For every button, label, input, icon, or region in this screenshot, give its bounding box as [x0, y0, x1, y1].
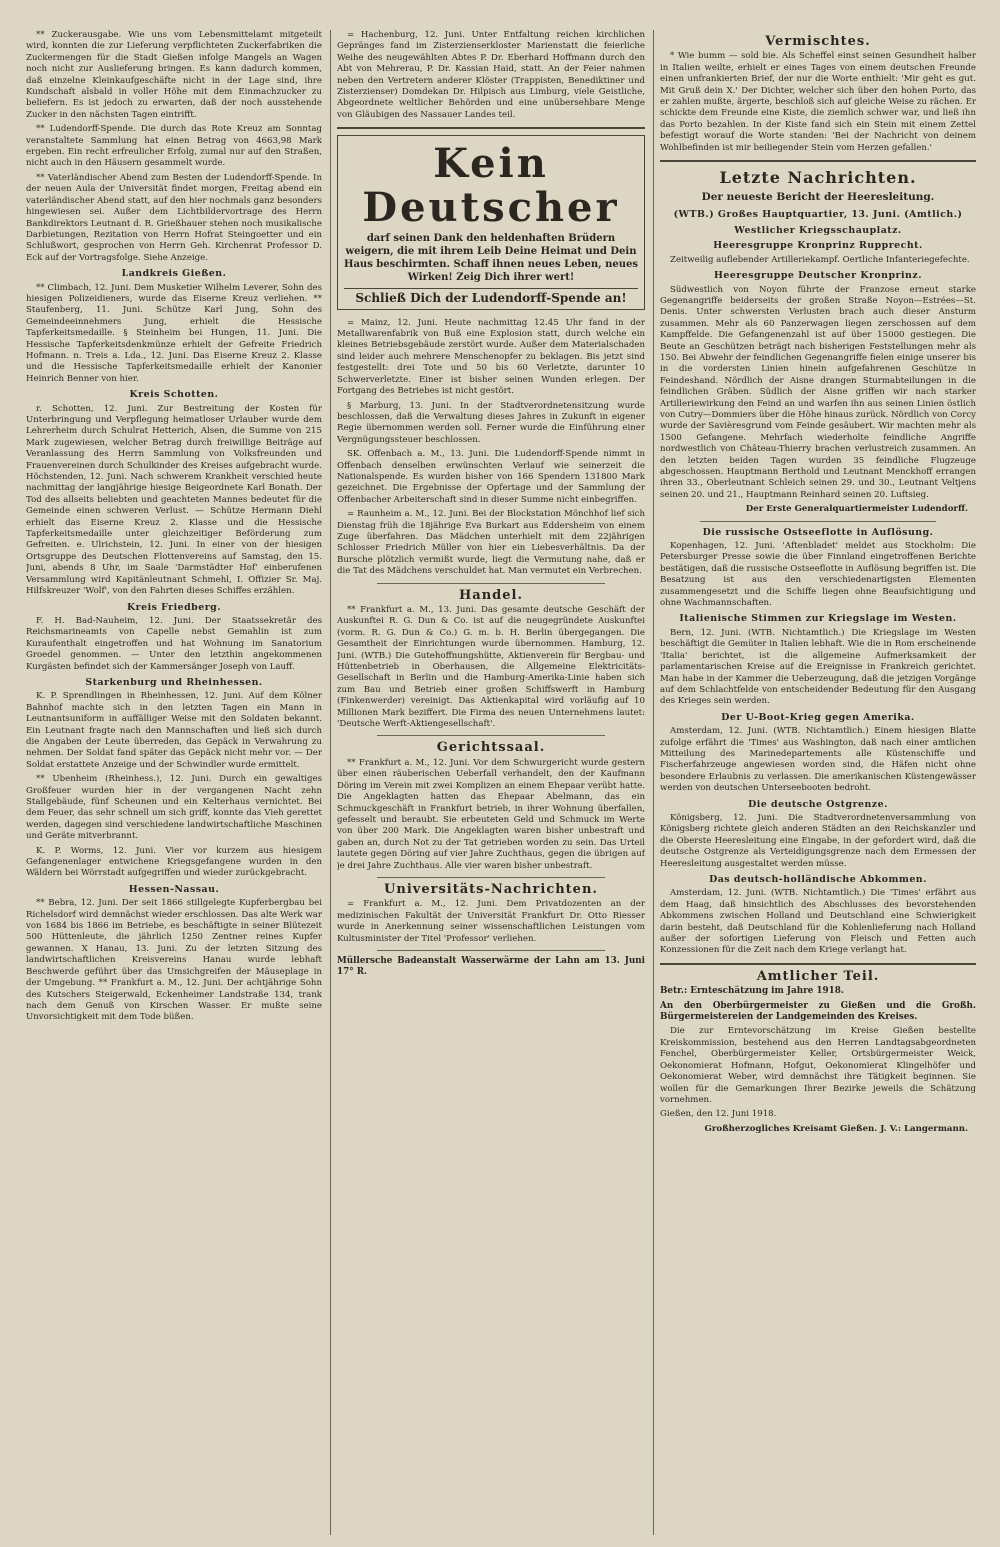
- signature-ludendorff: Der Erste Generalquartiermeister Ludendorff.: [745, 504, 968, 515]
- appeal-text: darf seinen Dank den heldenhaften Brüdern weigern, die mit ihrem Leib Deine Heimat und Dein Haus beschirmten. Schaff ihnen neues Leben, neues Wirken! Zeig Dich ihrer wert!: [344, 233, 638, 284]
- heading-u-boot-krieg: Der U-Boot-Krieg gegen Amerika.: [721, 711, 915, 723]
- article-raunheim: = Raunheim a. M., 12. Juni. Bei der Blockstation Mönchhof lief sich Dienstag früh die 18jährige Eva Burkart aus Eddersheim von einem Zuge überfahren. Das Mädchen unterhielt mit dem 22jährigen Schlosser Friedrich Müller von hier ein Liebesverhältnis. Da der Bursche plötzlich vermißt wurde, liegt die Vermutung nahe, daß er die Tat des Mädchens verschuldet hat. Man vermutet ein Verbrechen.: [337, 509, 645, 577]
- heading-ostgrenze: Die deutsche Ostgrenze.: [748, 798, 888, 810]
- section-heading-friedberg: Kreis Friedberg.: [127, 601, 221, 613]
- article-ubenheim: ** Ubenheim (Rheinhess.), 12. Juni. Durch ein gewaltiges Großfeuer wurden hier in der vergangenen Nacht zehn Stallgebäude, fünf Scheunen und ein Kelterhaus vernichtet. Bei dem Feuer, das sehr schnell um sich griff, konnte das Vieh gerettet werden, dagegen sind verschiedene landwirtschaftliche Maschinen und Geräte mitverbrannt.: [26, 774, 322, 842]
- column-rule: [330, 30, 331, 1535]
- amtlich-signature: Großherzogliches Kreisamt Gießen. J. V.: Langermann.: [704, 1123, 968, 1134]
- article-holland-abkommen: Amsterdam, 12. Juni. (WTB. Nichtamtlich.) Die 'Times' erfährt aus dem Haag, daß hinsichtlich des Abschlusses des bevorstehenden Abkommens zwischen Holland und Deutschland eine Schwierigkeit darin besteht, daß Deutschland für die Kohlenlieferung nach Holland außer der sofortigen Lieferung von Fleisch und Fetten auch Konzessionen für die Zeit nach dem Kriege verlangt hat.: [660, 888, 976, 956]
- section-heading-starkenburg: Starkenburg und Rheinhessen.: [85, 676, 263, 688]
- article-hessen-nassau: ** Bebra, 12. Juni. Der seit 1866 stillgelegte Kupferbergbau bei Richelsdorf wird demnächst wieder erschlossen. Das alte Werk war von 1684 bis 1866 im Betriebe, es beschäftigte in seiner Blütezeit 500 Hüttenleute, die jährlich 1250 Zentner reines Kupfer gewannen. X Hanau, 13. Juni. Zu der letzten Sitzung des landwirtschaftlichen Kreisvereins Hanau wurde lebhaft Beschwerde geführt über das Umsichgreifen der Mäuseplage in der Umgebung. ** Frankfurt a. M., 12. Juni. Der achtjährige Sohn des Kutschers Steigerwald, Eckenheimer Landstraße 134, trank nach dem Genuß von Kirschen Wasser. Er mußte seine Unvorsichtigkeit mit dem Tode büßen.: [26, 898, 322, 1023]
- appeal-call: Schließ Dich der Ludendorff-Spende an!: [344, 288, 638, 304]
- article-starkenburg: K. P. Sprendlingen in Rheinhessen, 12. Juni. Auf dem Kölner Bahnhof machte sich in den letzten Tagen ein Mann in Leutnantsuniform in auffälliger Weise mit den Soldaten bekannt. Ein Leutnant fragte nach den Mannschaften und ließ sich durch die Angaben der Leute überreden, das Gepäck in Verwahrung zu nehmen. Der Soldat fand später das Gepäck nicht mehr vor. — Der Soldat erstattete Anzeige und der Schwindler wurde ermittelt.: [26, 691, 322, 770]
- section-heading-vermischtes: Vermischtes.: [765, 34, 871, 49]
- heading-rupprecht: Heeresgruppe Kronprinz Rupprecht.: [713, 240, 923, 252]
- heading-ostseeflotte: Die russische Ostseeflotte in Auflösung.: [702, 526, 934, 538]
- section-heading-landkreis: Landkreis Gießen.: [121, 268, 227, 280]
- divider: [660, 963, 976, 965]
- divider: [377, 735, 605, 736]
- amtlich-betreff: Betr.: Ernteschätzung im Jahre 1918.: [660, 986, 844, 997]
- article-italienische-stimmen: Bern, 12. Juni. (WTB. Nichtamtlich.) Die Kriegslage im Westen beschäftigt die Gemüter in Italien lebhaft. Wie die in Rom erscheinende 'Italia' berichtet, ist die allgemeine Aufmerksamkeit der parlamentarischen Kreise auf die Ereignisse in Frankreich gerichtet. Man habe in der Kammer die Ueberzeugung, daß die jetzigen Vorgänge auf dem Schlachtfelde von entscheidender Bedeutung für den Ausgang des Krieges sein werden.: [660, 627, 976, 707]
- article-amtlich: Die zur Erntevorschätzung im Kreise Gießen bestellte Kreiskommission, bestehend aus den Herren Landtagsabgeordneten Fenchel, Oberbürgermeister Keller, Ortsbürgermeister Weick, Oekonomierat Hofmann, Hofgut, Oekonomierat Klingelhöfer und Oekonomierat Weber, wird demnächst ihre Tätigkeit beginnen. Sie wollen für die Gemarkungen Ihrer Bezirke jeweils die Schätzung vornehmen.: [660, 1026, 976, 1105]
- article-landkreis: ** Climbach, 12. Juni. Dem Musketier Wilhelm Leverer, Sohn des hiesigen Polizeidieners, wurde das Eiserne Kreuz verliehen. ** Staufenberg, 11. Juni. Schütze Karl Jung, Sohn des Gemeindeeinnehmers Jung, erhielt die Hessische Tapferkeitsmedaille. § Steinheim bei Hungen, 11. Juni. Die Hessische Tapferkeitsdenkmünze erhielt der Gefreite Friedrich Hofmann. n. Treis a. Lda., 12. Juni. Das Eiserne Kreuz 2. Klasse und die Hessische Tapferkeitsmedaille erhielt der Kanonier Heinrich Benner von hier.: [26, 282, 322, 384]
- article-friedberg: F. H. Bad-Nauheim, 12. Juni. Der Staatssekretär des Reichsmarineamts von Capelle nebst Gemahlin ist zum Kuraufenthalt eingetroffen und hat Wohnung im Sanatorium Groedel genommen. — Unter den letzthin angekommenen Kurgästen befindet sich der Kammersänger Joseph von Lauff.: [26, 615, 322, 672]
- article-mainz: = Mainz, 12. Juni. Heute nachmittag 12.45 Uhr fand in der Metallwarenfabrik von Buß eine Explosion statt, durch welche ein kleines Betriebsgebäude zerstört wurde. Außer dem Materialschaden sind leider auch mehrere Menschenopfer zu beklagen. Bis jetzt sind festgestellt: drei Tote und 50 bis 60 Verletzte, darunter 10 Schwerverletzte. Einer ist bisher seinen Wunden erlegen. Der Fortgang des Betriebes ist nicht gestört.: [337, 317, 645, 397]
- article-schotten: r. Schotten, 12. Juni. Zur Bestreitung der Kosten für Unterbringung und Verpflegung heimatloser Urlauber wurde dem Lehrerheim durch Schulrat Hetterich, Alsen, die Summe von 215 Mark zugewiesen, welcher Betrag durch freiwillige Beiträge auf Veranlassung des Herrn Sammlung von Volksfreunden und Frauenvereinen durch Schulkinder des Kreises aufgebracht wurde. Höchstenden, 12. Juni. Nach schwerem Krankheit verschied heute nachmittag der langjährige hiesige Beigeordnete Karl Bonath. Der Tod des allseits beliebten und geachteten Mannes bedeutet für die Gemeinde einen schweren Verlust. — Schütze Hermann Diehl erhielt das Eiserne Kreuz 2. Klasse und die Hessische Tapferkeitsmedaille unter gleichzeitiger Beförderung zum Gefreiten. e. Ulrichstein, 12. Juni. In einer von der hiesigen Ortsgruppe des Deutschen Flottenvereins auf Samstag, den 15. Juni, abends 8 Uhr, im Saale 'Darmstädter Hof' einberufenen Versammlung wird Kapitänleutnant Schmehl, I. Offizier Sr. Maj. Hilfskreuzer 'Wolf', von den Fahrten dieses Schiffes erzählen.: [26, 403, 322, 597]
- divider: [377, 950, 605, 951]
- divider: [660, 160, 976, 162]
- article-universitaet: = Frankfurt a. M., 12. Juni. Dem Privatdozenten an der medizinischen Fakultät der Universität Frankfurt Dr. Otto Riesser wurde in Anerkennung seiner wissenschaftlichen Leistungen vom Kultusminister der Titel 'Professor' verliehen.: [337, 899, 645, 944]
- article-zuckerausgabe: ** Zuckerausgabe. Wie uns vom Lebensmittelamt mitgeteilt wird, konnten die zur Lieferung verpflichteten Zuckerfabriken die Zuckermengen für die Stadt Gießen infolge Mangels an Wagen noch nicht zur Auslieferung bringen. Es kann dadurch kommen, daß einzelne Kleinkaufgeschäfte nicht in der Lage sind, ihre Kundschaft alsbald in voller Höhe mit dem Einmachzucker zu beliefern. Es ist jedoch zu erwarten, daß der noch ausstehende Zucker in den nächsten Tagen eintrifft.: [26, 30, 322, 120]
- article-marburg: § Marburg, 13. Juni. In der Stadtverordnetensitzung wurde beschlossen, daß die Verwaltung dieses Jahres in Zukunft in eigener Regie übernommen werden soll. Ferner wurde die Einführung einer Vergnügungssteuer beschlossen.: [337, 400, 645, 445]
- badeanstalt-notice: Müllersche Badeanstalt Wasserwärme der Lahn am 13. Juni 17° R.: [337, 955, 645, 978]
- heading-westlicher-kriegsschauplatz: Westlicher Kriegsschauplatz.: [734, 224, 902, 236]
- article-hachenburg: = Hachenburg, 12. Juni. Unter Entfaltung reichen kirchlichen Gepränges fand im Zisterzienserkloster Marienstatt die feierliche Weihe des neugewählten Abtes P. Dr. Eberhard Hoffmann durch den Abt von Mehrerau, P. Dr. Kassian Haid, statt. An der Feier nahmen neben den Vertretern anderer Klöster (Trappisten, Benediktiner und Zisterzienser) Domdekan Dr. Hilpisch aus Limburg, viele Geistliche, Abgeordnete weltlicher Behörden und eine unübersehbare Menge von Gläubigen des Nassauer Landes teil.: [337, 30, 645, 120]
- column-1: [26, 30, 322, 1535]
- column-2: [337, 30, 645, 1535]
- divider: [700, 521, 936, 522]
- section-heading-handel: Handel.: [459, 587, 523, 603]
- section-heading-hessen-nassau: Hessen-Nassau.: [128, 883, 220, 895]
- amtlich-date: Gießen, den 12. Juni 1918.: [660, 1109, 777, 1120]
- heeresbericht-title: Der neueste Bericht der Heeresleitung.: [701, 191, 935, 204]
- article-kronprinz: Südwestlich von Noyon führte der Franzose erneut starke Gegenangriffe beiderseits der großen Straße Noyon—Estrées—St. Denis. Unter schwersten Verlusten brach auch dieser Ansturm zusammen. Mehr als 60 Panzerwagen liegen zerschossen auf dem Kampffelde. Die Gefangenenzahl ist auf über 15000 gestiegen. Die Beute an Geschützen beträgt nach bisherigen Feststellungen mehr als 150. Bei Abwehr der feindlichen Gegenangriffe fielen einige unserer bis in die vordersten Linien hinein aufgefahrenen Geschütze in Feindeshand. Nördlich der Aisne drangen Sturmabteilungen in die feindlichen Gräben. Südlich der Aisne griffen wir nach starker Artilleriewirkung den Feind an und warfen ihn aus seinen Linien östlich von Cutry—Dommiers über die Höhe hinaus zurück. Nördlich von Corcy wurde der Savièresgrund vom Feinde gesäubert. Wir machten mehr als 1500 Gefangene. Mehrfach wiederholte feindliche Angriffe nordwestlich von Château-Thierry brachen verlustreich zusammen. An den letzten beiden Tagen wurden 35 feindliche Flugzeuge abgeschossen. Hauptmann Berthold und Leutnant Menckhoff errangen ihren 33., Oberleutnant Schleich seinen 29. und 30., Leutnant Veltjens seinen 20. und 21., Hauptmann Reinhard seinen 20. Luftsieg.: [660, 284, 976, 500]
- section-heading-gerichtssaal: Gerichtssaal.: [436, 740, 546, 756]
- section-heading-schotten: Kreis Schotten.: [129, 389, 219, 401]
- section-heading-amtlicher-teil: Amtlicher Teil.: [756, 968, 880, 984]
- article-gerichtssaal: ** Frankfurt a. M., 12. Juni. Vor dem Schwurgericht wurde gestern über einen räuberischen Ueberfall verhandelt, den der Kaufmann Döring im Verein mit zwei Komplizen an einem Ehepaar verübt hatte. Die Angeklagten hatten das Ehepaar Abelmann, das ein Schmuckgeschäft in Frankfurt betrieb, in ihrer Wohnung überfallen, gefesselt und beraubt. Sie erbeuteten Geld und Schmuck im Werte von über 200 Mark. Die Angeklagten waren bisher unbestraft und gaben an, durch Not zu der Tat getrieben worden zu sein. Das Urteil lautete gegen Döring auf vier Jahre Zuchthaus, gegen die übrigen auf je drei Jahre Zuchthaus. Alle vier waren bisher unbestraft.: [337, 757, 645, 871]
- column-3: [660, 30, 976, 1535]
- article-worms: K. P. Worms, 12. Juni. Vier vor kurzem aus hiesigem Gefangenenlager entwichene Kriegsgefangene wurden in den Wäldern bei Wörrstadt aufgegriffen und wieder zurückgebracht.: [26, 845, 322, 879]
- article-u-boot-krieg: Amsterdam, 12. Juni. (WTB. Nichtamtlich.) Einem hiesigen Blatte zufolge erfährt die 'Times' aus Washington, daß nach einer amtlichen Mitteilung des Marinedepartements alle Küstenschiffe und Fischerfahrzeuge angewiesen worden sind, die Häfen nicht ohne besondere Erlaubnis zu verlassen. Die amerikanischen Küstengewässer werden von deutschen Unterseebooten bedroht.: [660, 726, 976, 794]
- ludendorff-appeal-box: [337, 135, 645, 309]
- article-ludendorff-spende: ** Ludendorff-Spende. Die durch das Rote Kreuz am Sonntag veranstaltete Sammlung hat einen Betrag von 4663,98 Mark ergeben. Ein recht erfreulicher Erfolg, zumal nur auf den Straßen, nicht auch in den Häusern gesammelt wurde.: [26, 124, 322, 169]
- article-ostgrenze: Königsberg, 12. Juni. Die Stadtverordnetenversammlung von Königsberg richtete gleich anderen Städten an den Reichskanzler und die Oberste Heeresleitung eine Eingabe, in der gefordert wird, daß die deutsche Ostgrenze als Verteidigungsgrenze nach dem Ermessen der Heeresleitung ausgestaltet werden müsse.: [660, 812, 976, 869]
- section-heading-letzte-nachrichten: Letzte Nachrichten.: [719, 168, 917, 188]
- heading-kronprinz: Heeresgruppe Deutscher Kronprinz.: [714, 270, 922, 282]
- heeresbericht-dateline: (WTB.) Großes Hauptquartier, 13. Juni. (Amtlich.): [673, 209, 963, 221]
- article-handel: ** Frankfurt a. M., 13. Juni. Das gesamte deutsche Geschäft der Auskunftei R. G. Dun & Co. ist auf die neugegründete Auskunftei (vorm. R. G. Dun & Co.) G. m. b. H. Berlin übergegangen. Die Gesamtheit der Einrichtungen wurde übernommen. Hamburg, 12. Juni. (WTB.) Die Gutehoffnungshütte, Aktienverein für Bergbau- und Hüttenbetrieb in Oberhausen, die Allgemeine Elektricitäts-Gesellschaft in Berlin und die Hamburg-Amerika-Linie haben sich zum Bau und Betrieb einer großen Schiffswerft in Hamburg (Finkenwerder) vereinigt. Das Aktienkapital wird vorläufig auf 10 Millionen Mark beziffert. Die Firma des neuen Unternehmens lautet: 'Deutsche Werft-Aktiengesellschaft'.: [337, 605, 645, 730]
- article-rupprecht: Zeitweilig auflebender Artilleriekampf. Oertliche Infanteriegefechte.: [670, 254, 970, 265]
- section-heading-universitaet: Universitäts-Nachrichten.: [384, 881, 598, 897]
- heading-italienische-stimmen: Italienische Stimmen zur Kriegslage im Westen.: [679, 613, 957, 625]
- article-vermischtes: * Wie bumm — sold bie. Als Scheffel einst seinen Gesundheit halber in Italien weilte, erhielt er eines Tages von einem deutschen Freunde einen unfrankierten Brief, der nur die Worte enthielt: 'Mir geht es gut. Mit Gruß dein X.' Der Dichter, welcher sich über den hohen Porto, das er zahlen mußte, ärgerte, beschloß sich auf gleiche Weise zu rächen. Er schickte dem Freunde eine Kiste, die ziemlich schwer war, und ließ ihn das Porto bezahlen. In der Kiste fand sich ein Stein mit einem Zettel befestigt worauf die Worte standen: 'Bei der Nachricht von deinem Wohlbefinden ist mir beiliegender Stein vom Herzen gefallen.': [660, 51, 976, 153]
- column-rule: [653, 30, 654, 1535]
- amtlich-adressat: An den Oberbürgermeister zu Gießen und die Großh. Bürgermeistereien der Landgemeinden des Kreises.: [660, 1000, 976, 1023]
- article-ostseeflotte: Kopenhagen, 12. Juni. 'Aftenbladet' meldet aus Stockholm: Die Petersburger Presse sowie die über Finnland eingetroffenen Berichte bestätigen, daß die russische Ostseeflotte in Auflösung begriffen ist. Die Besatzung ist aus den verschiedenartigsten Elementen zusammengesetzt und die Schiffe liegen ohne Beaufsichtigung und ohne Wachmannschaften.: [660, 541, 976, 609]
- divider: [377, 583, 605, 584]
- article-vaterlaendischer-abend: ** Vaterländischer Abend zum Besten der Ludendorff-Spende. In der neuen Aula der Universität findet morgen, Freitag abend ein vaterländischer Abend statt, auf den hier nochmals ganz besonders hingewiesen sei. Außer dem Lichtbildervortrage des Herrn Bankdirektors Leutnant d. R. Grießhauer stehen noch musikalische Darbietungen, Rezitation von Herrn Hofrat Steingoetter und ein Schlußwort, gesprochen von Herrn Geh. Kirchenrat Professor D. Eck auf der Vortragsfolge. Siehe Anzeige.: [26, 172, 322, 263]
- appeal-headline: Kein Deutscher: [362, 140, 620, 232]
- article-offenbach: SK. Offenbach a. M., 13. Juni. Die Ludendorff-Spende nimmt in Offenbach denselben erwünschten Verlauf wie seinerzeit die Nationalspende. Es wurden bisher von 166 Spendern 131800 Mark gezeichnet. Die Ergebnisse der Opfertage und der Sammlung der Offenbacher Arbeiterschaft sind in dieser Summe nicht einbegriffen.: [337, 449, 645, 505]
- divider: [337, 127, 645, 129]
- divider: [377, 877, 605, 878]
- heading-holland-abkommen: Das deutsch-holländische Abkommen.: [709, 874, 927, 885]
